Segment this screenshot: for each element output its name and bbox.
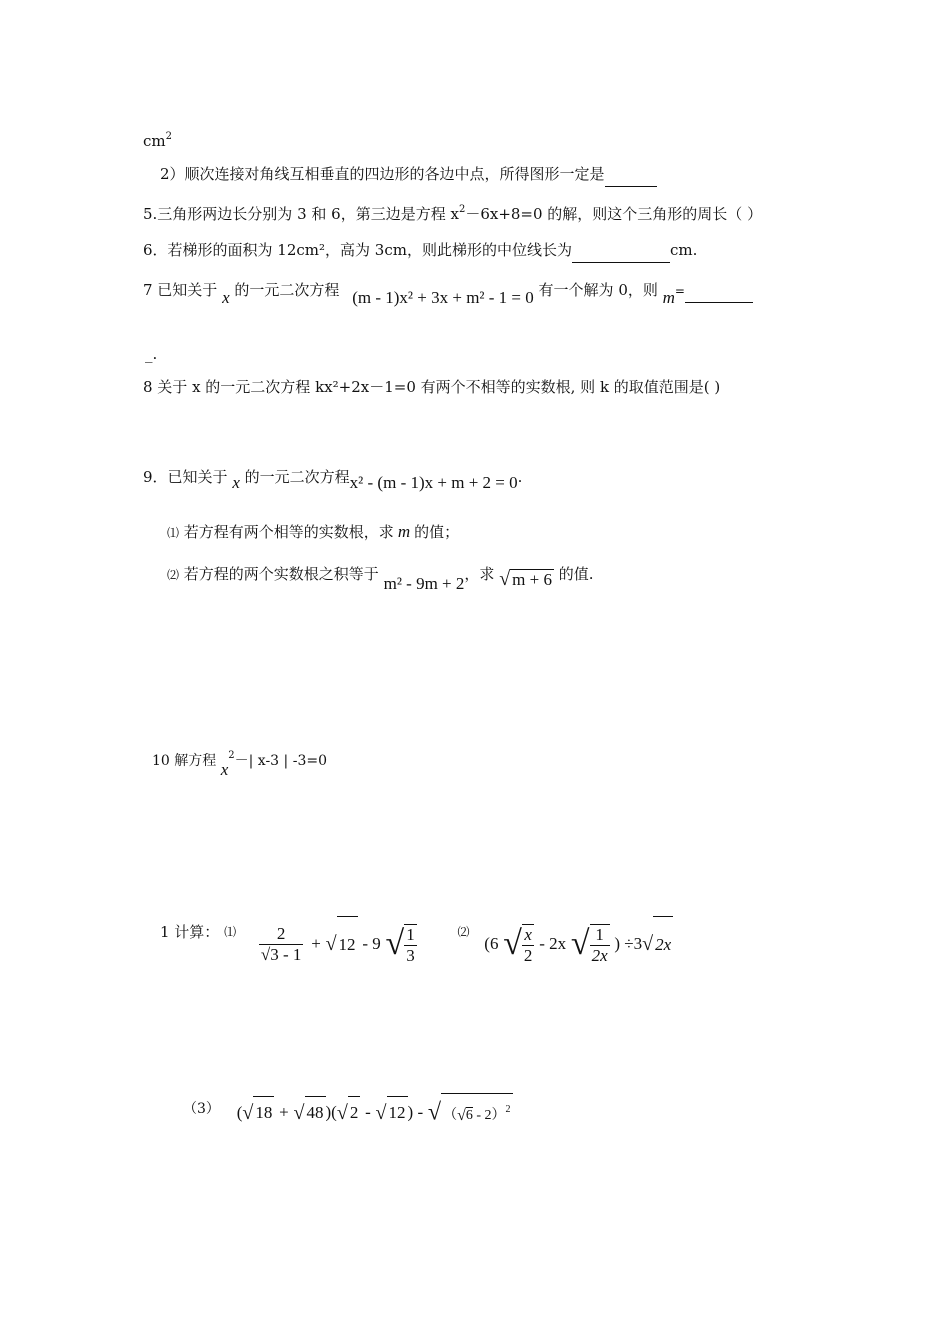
q11-p1-rfrac-num: 1 — [406, 924, 415, 944]
q9-sub2-post: 的值. — [558, 565, 594, 583]
q11-3-close: ) - — [407, 1102, 424, 1122]
q9-mid: 的一元二次方程 — [244, 468, 350, 486]
answer-blank[interactable] — [605, 166, 657, 187]
q11-p2-minus: - 2x — [539, 934, 567, 953]
q7-tail: _. — [145, 345, 158, 363]
question-9-sub-2 — [167, 564, 594, 593]
q6-text: 6．若梯形的面积为 12cm²，高为 3cm，则此梯形的中位线长为 — [143, 241, 572, 259]
q11-3-outer-open: （ — [443, 1108, 458, 1123]
q9-sub1-var: m — [397, 522, 411, 541]
q5-post: －6x+8=0 的解，则这个三角形的周长（ ） — [465, 205, 763, 223]
q11-3-open: ( — [236, 1102, 243, 1122]
question-11 — [160, 915, 673, 971]
q11-p2-frac2-den: 2x — [591, 945, 608, 965]
q11-3-outer-radical — [428, 1093, 513, 1132]
q11-3-plus: + — [279, 1102, 289, 1122]
q11-3-mid: )( — [325, 1102, 337, 1122]
q9-sub1-number: ⑴ — [167, 526, 180, 540]
q11-3-outer-radicand — [441, 1093, 512, 1132]
q10-post: －| x-3 | -3=0 — [234, 753, 327, 769]
q9-end: . — [517, 468, 523, 486]
q11-p2-radical-fraction-2 — [571, 915, 610, 972]
q11-3-radical-3 — [337, 1096, 360, 1130]
question-4-part-2 — [160, 164, 657, 187]
q11-3-minus: - — [365, 1102, 371, 1122]
q4-2-text: 2）顺次连接对角线互相垂直的四边形的各边中点，所得图形一定是 — [160, 165, 605, 183]
answer-blank[interactable] — [685, 282, 753, 303]
q11-p2-close: ) ÷3 — [614, 934, 643, 953]
q7-equation: (m - 1)x² + 3x + m² - 1 = 0 — [352, 288, 534, 307]
q11-p2-radical — [642, 915, 673, 973]
q11-p1-radicand: 12 — [337, 916, 358, 973]
q11-p2-frac2 — [590, 924, 610, 966]
q11-p1-frac-den-post: - 1 — [278, 944, 302, 964]
q11-3-radicand-4: 12 — [387, 1096, 408, 1129]
question-8: 8 关于 x 的一元二次方程 kx²+2x－1=0 有两个不相等的实数根, 则 k 的取值范围是( ) — [143, 378, 721, 396]
q11-p2-radical-fraction-1 — [503, 915, 534, 972]
radical-sign-icon: √ — [570, 925, 590, 963]
q11-p2-radicand: 2x — [653, 916, 673, 973]
question-7 — [143, 280, 753, 307]
q11-3-radicand-1: 18 — [253, 1096, 274, 1129]
radical-sign-icon: √ — [385, 925, 405, 963]
q9-sub2-pre: 若方程的两个实数根之积等于 — [183, 565, 379, 583]
q11-p1-radical-fraction — [386, 915, 417, 972]
q10-var: x — [220, 760, 229, 779]
q11-3-radicand-5: 6 — [465, 1108, 473, 1123]
q11-p1-number: ⑴ — [224, 925, 237, 939]
q5-sup: 2 — [458, 204, 466, 215]
q7-post: 有一个解为 0，则 — [538, 281, 658, 299]
q7-var2: m — [662, 288, 675, 307]
q9-equation: x² - (m - 1)x + m + 2 = 0 — [349, 473, 518, 492]
q11-p1-fraction — [259, 924, 304, 965]
q11-p1-rfrac-den: 3 — [406, 945, 415, 965]
q11-3-radical-1 — [242, 1096, 274, 1130]
radical-sign-icon: √ — [293, 1101, 305, 1124]
radical-sign-icon: √ — [336, 1101, 348, 1124]
q11-3-radicand-2: 48 — [305, 1096, 326, 1129]
q9-sub2-radical — [499, 568, 554, 590]
q11-3-number: （3） — [183, 1100, 220, 1117]
q11-3-radical-2 — [294, 1096, 326, 1130]
unit-sup: 2 — [165, 131, 172, 142]
q11-p2-frac-num: x — [522, 925, 535, 946]
question-9-sub-1 — [167, 522, 459, 543]
q9-sub1-post: 的值； — [414, 523, 460, 541]
q9-sub2-radicand: m + 6 — [512, 569, 552, 589]
q11-p2-number: ⑵ — [457, 925, 470, 939]
q11-p1-frac-num: 2 — [259, 924, 304, 945]
question-9 — [143, 467, 523, 492]
q11-3-sup: 2 — [505, 1104, 511, 1115]
q11-p1-frac-den — [259, 945, 304, 965]
radical-sign-icon: √ — [242, 1101, 254, 1124]
question-10 — [152, 746, 327, 779]
question-5 — [143, 200, 762, 224]
q10-sup: 2 — [228, 750, 235, 761]
q11-p1-rfrac — [404, 924, 417, 966]
q11-3-inner-post: - 2） — [472, 1108, 506, 1123]
q11-p1-plus: + — [311, 934, 321, 953]
unit-text: cm — [143, 132, 166, 150]
radical-sign-icon: √ — [457, 1106, 466, 1124]
radical-sign-icon: √ — [375, 1101, 387, 1124]
q9-sub1-pre: 若方程有两个相等的实数根，求 — [183, 523, 394, 541]
radical-sign-icon: √ — [499, 568, 511, 591]
radical-sign-icon: √ — [642, 933, 654, 956]
q6-unit: cm. — [669, 241, 698, 259]
q7-pre: 7 已知关于 — [143, 281, 218, 299]
q7-equals: = — [674, 284, 685, 298]
radical-sign-icon: √ — [260, 944, 271, 964]
radical-sign-icon: √ — [325, 933, 337, 956]
q7-mid: 的一元二次方程 — [234, 281, 340, 299]
q11-p2-frac — [522, 924, 535, 966]
q10-pre: 10 解方程 — [152, 753, 217, 769]
q11-p2-frac2-num: 1 — [590, 925, 610, 946]
q9-sub2-expr: m² - 9m + 2 — [383, 574, 465, 593]
q9-pre: 9．已知关于 — [143, 468, 228, 486]
q11-3-radical-4 — [376, 1096, 408, 1130]
q9-var: x — [232, 473, 240, 492]
q11-p1-radical — [326, 915, 358, 973]
q11-3-radicand-3: 2 — [348, 1096, 361, 1129]
answer-blank[interactable] — [572, 242, 670, 263]
q11-p1-minus: - 9 — [362, 934, 381, 953]
q11-p2-open: (6 — [484, 934, 499, 953]
q5-pre: 5.三角形两边长分别为 3 和 6，第三边是方程 x — [143, 205, 459, 223]
question-11-part-3 — [183, 1093, 513, 1125]
q9-sub2-mid: ，求 — [464, 565, 495, 583]
q11-p2-frac-den: 2 — [523, 945, 533, 965]
radical-sign-icon: √ — [427, 1099, 442, 1126]
q11-p1-frac-den-radicand: 3 — [270, 944, 279, 964]
q9-sub2-number: ⑵ — [167, 568, 180, 582]
radical-sign-icon: √ — [503, 925, 522, 963]
q7-var: x — [222, 288, 230, 307]
q11-pre: 1 计算： — [160, 923, 220, 941]
unit-line — [143, 127, 172, 151]
question-6 — [143, 240, 697, 263]
